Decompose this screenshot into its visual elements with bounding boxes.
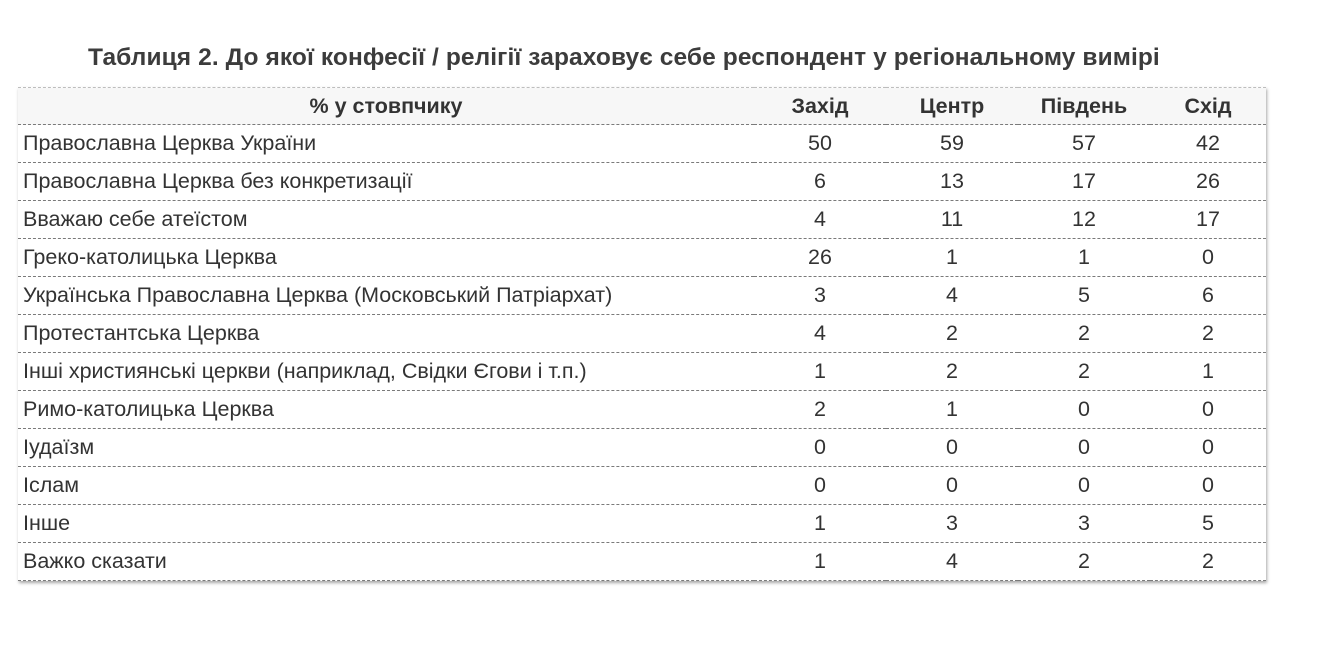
cell-east: 5 (1150, 505, 1266, 543)
cell-east: 2 (1150, 543, 1266, 581)
cell-east: 0 (1150, 391, 1266, 429)
cell-south: 12 (1018, 201, 1150, 239)
cell-center: 2 (886, 353, 1018, 391)
table-row (18, 353, 1266, 391)
cell-east: 0 (1150, 467, 1266, 505)
cell-west: 26 (754, 239, 886, 277)
cell-east: 42 (1150, 125, 1266, 163)
cell-west: 3 (754, 277, 886, 315)
row-label: Іслам (18, 467, 754, 505)
cell-center: 0 (886, 429, 1018, 467)
table-row (18, 125, 1266, 163)
cell-west: 0 (754, 429, 886, 467)
header-cell-west: Захід (754, 88, 886, 125)
row-label: Протестантська Церква (18, 315, 754, 353)
row-label: Православна Церква України (18, 125, 754, 163)
cell-south: 17 (1018, 163, 1150, 201)
table-row (18, 505, 1266, 543)
cell-west: 4 (754, 201, 886, 239)
row-label: Православна Церква без конкретизації (18, 163, 754, 201)
table-row (18, 467, 1266, 505)
cell-south: 0 (1018, 467, 1150, 505)
cell-center: 59 (886, 125, 1018, 163)
cell-east: 1 (1150, 353, 1266, 391)
row-label: Римо-католицька Церква (18, 391, 754, 429)
table-header-row (18, 88, 1266, 125)
cell-west: 1 (754, 353, 886, 391)
cell-center: 4 (886, 543, 1018, 581)
cell-west: 1 (754, 505, 886, 543)
cell-east: 6 (1150, 277, 1266, 315)
row-label: Інше (18, 505, 754, 543)
cell-center: 1 (886, 391, 1018, 429)
table-row (18, 163, 1266, 201)
cell-center: 3 (886, 505, 1018, 543)
table-row (18, 543, 1266, 581)
header-cell-east: Схід (1150, 88, 1266, 125)
cell-west: 1 (754, 543, 886, 581)
table-body (18, 125, 1266, 581)
header-cell-percent: % у стовпчику (18, 88, 754, 125)
table-row (18, 315, 1266, 353)
cell-center: 11 (886, 201, 1018, 239)
cell-south: 0 (1018, 429, 1150, 467)
cell-east: 17 (1150, 201, 1266, 239)
cell-east: 0 (1150, 429, 1266, 467)
data-table-container (18, 87, 1266, 581)
cell-east: 26 (1150, 163, 1266, 201)
cell-west: 6 (754, 163, 886, 201)
cell-south: 1 (1018, 239, 1150, 277)
table-row (18, 277, 1266, 315)
cell-south: 2 (1018, 543, 1150, 581)
cell-east: 0 (1150, 239, 1266, 277)
cell-center: 0 (886, 467, 1018, 505)
row-label: Іудаїзм (18, 429, 754, 467)
cell-center: 1 (886, 239, 1018, 277)
row-label: Греко-католицька Церква (18, 239, 754, 277)
cell-south: 0 (1018, 391, 1150, 429)
cell-center: 13 (886, 163, 1018, 201)
cell-center: 2 (886, 315, 1018, 353)
table-row (18, 429, 1266, 467)
cell-south: 57 (1018, 125, 1150, 163)
cell-west: 2 (754, 391, 886, 429)
row-label: Вважаю себе атеїстом (18, 201, 754, 239)
cell-west: 50 (754, 125, 886, 163)
row-label: Інші християнські церкви (наприклад, Свідки Єгови і т.п.) (18, 353, 754, 391)
cell-west: 4 (754, 315, 886, 353)
cell-south: 2 (1018, 353, 1150, 391)
row-label: Українська Православна Церква (Московський Патріархат) (18, 277, 754, 315)
table-row (18, 391, 1266, 429)
table-row (18, 201, 1266, 239)
table-row (18, 239, 1266, 277)
cell-south: 2 (1018, 315, 1150, 353)
table-title: Таблиця 2. До якої конфесії / релігії зараховує себе респондент у регіональному вимірі (88, 44, 1160, 71)
cell-center: 4 (886, 277, 1018, 315)
cell-west: 0 (754, 467, 886, 505)
cell-east: 2 (1150, 315, 1266, 353)
cell-south: 3 (1018, 505, 1150, 543)
row-label: Важко сказати (18, 543, 754, 581)
header-cell-south: Південь (1018, 88, 1150, 125)
cell-south: 5 (1018, 277, 1150, 315)
data-table (18, 87, 1266, 581)
header-cell-center: Центр (886, 88, 1018, 125)
